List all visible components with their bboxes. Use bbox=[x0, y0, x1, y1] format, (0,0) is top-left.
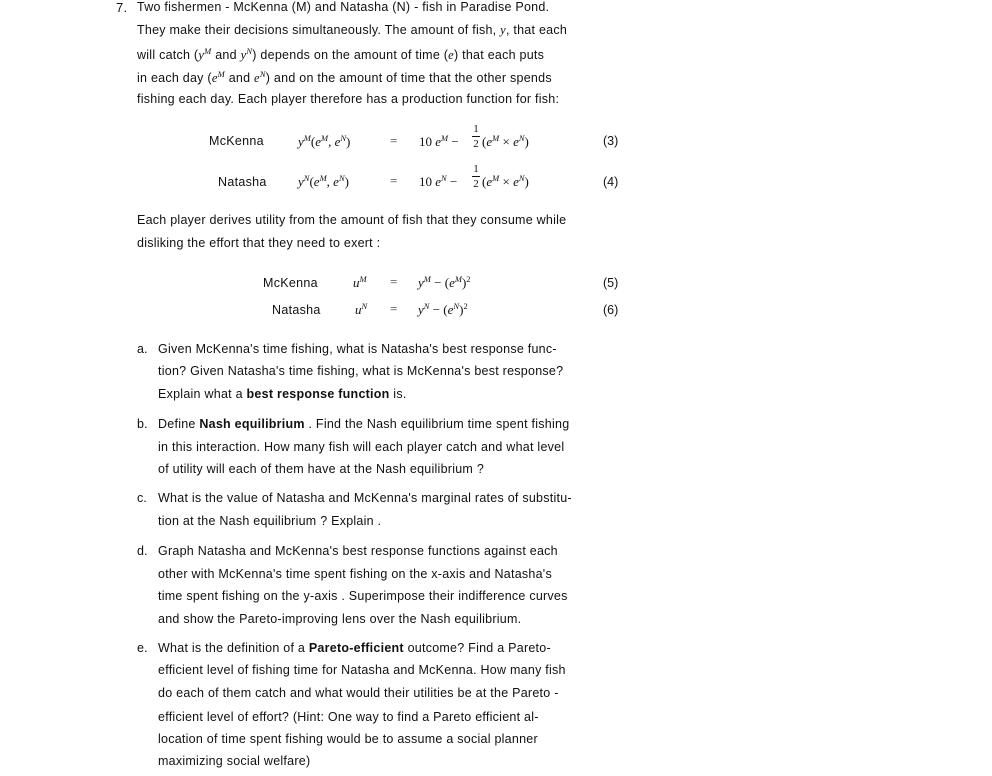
equation-number: (3) bbox=[603, 134, 619, 148]
fraction-denominator: 2 bbox=[473, 138, 479, 150]
equation-lhs: $y^M(e^M$, $e^N$) bbox=[298, 133, 351, 149]
equation-rhs-a: 10 $e^N$ − bbox=[419, 173, 458, 189]
part-letter: c. bbox=[137, 491, 147, 505]
equation-number: (4) bbox=[603, 175, 619, 189]
fraction-numerator: 1 bbox=[473, 123, 479, 135]
part-line: What is the definition of a Pareto-efficient outcome? Find a Pareto- bbox=[158, 641, 551, 655]
equation-label: McKenna bbox=[209, 134, 264, 148]
equation-label: Natasha bbox=[272, 303, 321, 317]
part-line: time spent fishing on the y-axis . Superimpose their indifference curves bbox=[158, 589, 568, 603]
equation-lhs: $u^N$ bbox=[355, 301, 368, 317]
fraction-numerator: 1 bbox=[473, 163, 479, 175]
part-line: efficient level of effort? (Hint: One way to find a Pareto efficient al- bbox=[158, 710, 539, 724]
utility-line: disliking the effort that they need to exert : bbox=[137, 236, 381, 250]
part-line: Explain what a best response function is. bbox=[158, 387, 407, 401]
fraction-one-half bbox=[472, 123, 480, 150]
part-letter: b. bbox=[137, 417, 148, 431]
part-letter: d. bbox=[137, 544, 148, 558]
equation-number: (6) bbox=[603, 303, 619, 317]
equation-rhs: $y^N - (e^N)^2$ bbox=[418, 301, 468, 317]
intro-line: They make their decisions simultaneously. The amount of fish, y, that each bbox=[137, 23, 568, 37]
part-line: of utility will each of them have at the Nash equilibrium ? bbox=[158, 462, 485, 476]
part-line: other with McKenna's time spent fishing on the x-axis and Natasha's bbox=[158, 567, 552, 581]
problem-number: 7. bbox=[116, 0, 128, 15]
part-line: do each of them catch and what would their utilities be at the Pareto - bbox=[158, 686, 559, 700]
equation-rhs-b: $(e^M \times e^N)$ bbox=[482, 133, 529, 149]
equation-number: (5) bbox=[603, 276, 619, 290]
equation-label: McKenna bbox=[263, 276, 318, 290]
part-line: in this interaction. How many fish will each player catch and what level bbox=[158, 440, 565, 454]
equation-rhs-b: $(e^M \times e^N)$ bbox=[482, 173, 529, 189]
fraction-denominator: 2 bbox=[473, 178, 479, 190]
equation-rhs: $y^M - (e^M)^2$ bbox=[418, 274, 471, 290]
intro-line: will catch ($y^M$ and $y^N$) depends on the amount of time (e) that each puts bbox=[137, 46, 545, 62]
utility-line: Each player derives utility from the amount of fish that they consume while bbox=[137, 213, 567, 227]
equation-lhs: $y^N(e^M$, $e^N$) bbox=[298, 173, 349, 189]
part-line: What is the value of Natasha and McKenna's marginal rates of substitu- bbox=[158, 491, 572, 505]
part-line: Given McKenna's time fishing, what is Natasha's best response func- bbox=[158, 342, 557, 356]
part-line: and show the Pareto-improving lens over the Nash equilibrium. bbox=[158, 612, 522, 626]
equation-equals: = bbox=[390, 133, 398, 148]
part-line: Define Nash equilibrium . Find the Nash equilibrium time spent fishing bbox=[158, 417, 570, 431]
equation-label: Natasha bbox=[218, 175, 267, 189]
intro-line: Two fishermen - McKenna (M) and Natasha (N) - fish in Paradise Pond. bbox=[137, 0, 550, 14]
part-line: tion? Given Natasha's time fishing, what is McKenna's best response? bbox=[158, 364, 564, 378]
part-line: tion at the Nash equilibrium ? Explain . bbox=[158, 514, 382, 528]
equation-equals: = bbox=[390, 274, 398, 289]
intro-line: in each day ($e^M$ and $e^N$) and on the amount of time that the other spends bbox=[137, 69, 552, 85]
part-letter: a. bbox=[137, 342, 148, 356]
equation-equals: = bbox=[390, 301, 398, 316]
part-line: efficient level of fishing time for Natasha and McKenna. How many fish bbox=[158, 663, 566, 677]
equation-equals: = bbox=[390, 173, 398, 188]
intro-line: fishing each day. Each player therefore has a production function for fish: bbox=[137, 92, 560, 106]
equation-rhs-a: 10 $e^M$ − bbox=[419, 133, 459, 149]
part-line: maximizing social welfare) bbox=[158, 754, 311, 768]
part-letter: e. bbox=[137, 641, 148, 655]
fraction-one-half bbox=[472, 163, 480, 190]
part-line: location of time spent fishing would be to assume a social planner bbox=[158, 732, 538, 746]
part-line: Graph Natasha and McKenna's best response functions against each bbox=[158, 544, 558, 558]
equation-lhs: $u^M$ bbox=[353, 274, 367, 290]
